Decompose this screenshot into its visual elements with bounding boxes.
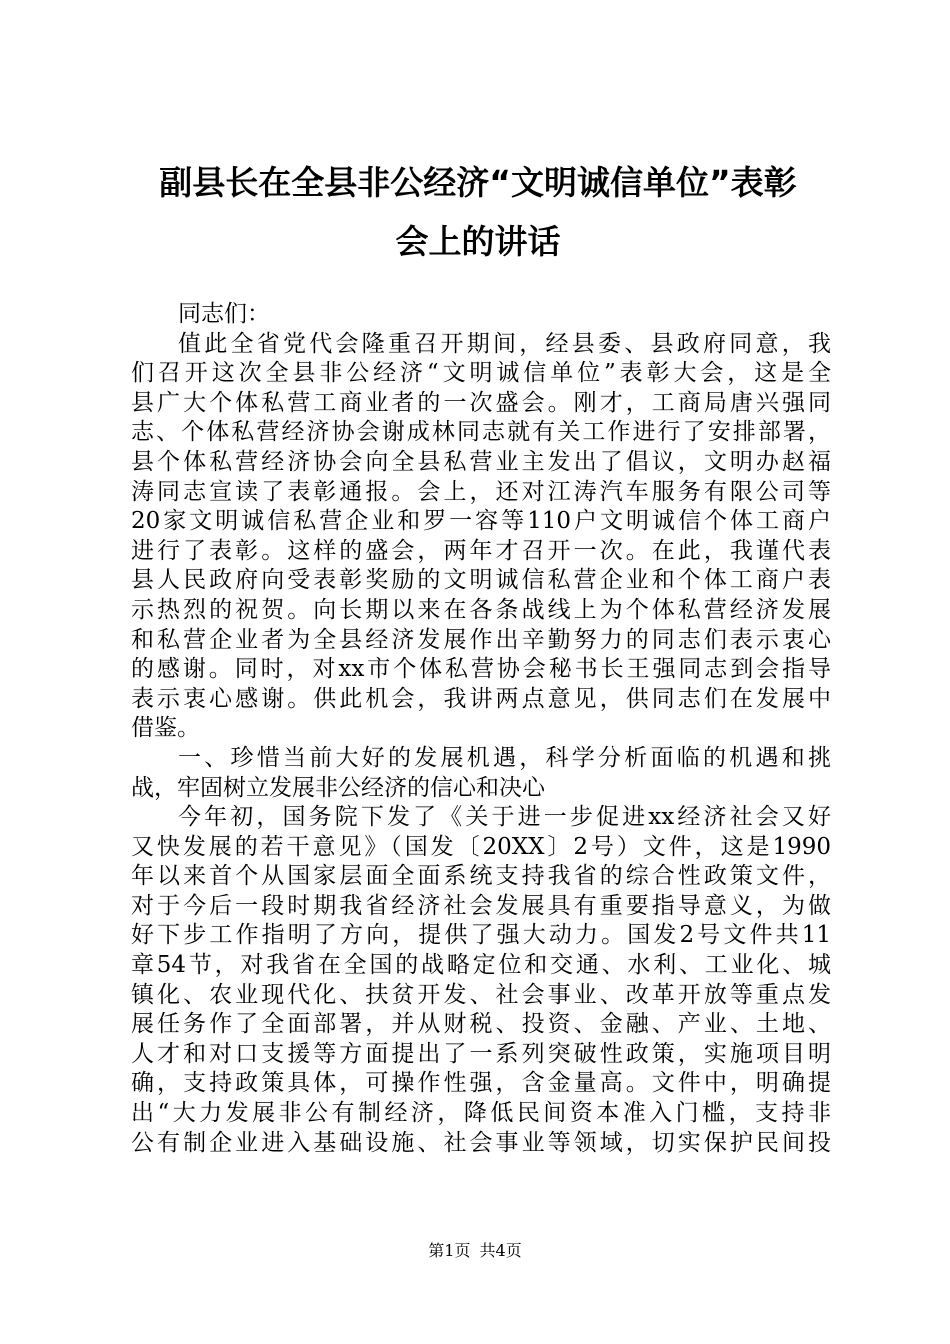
body-line: 进行了表彰。这样的盛会，两年才召开一次。在此，我谨代表: [131, 537, 831, 564]
body-line: 人才和对口支援等方面提出了一系列突破性政策，实施项目明: [131, 1040, 831, 1067]
body-line: 今年初，国务院下发了《关于进一步促进xx经济社会又好: [178, 804, 831, 831]
page-footer: [0, 1240, 950, 1262]
body-line: 年以来首个从国家层面全面系统支持我省的综合性政策文件，: [131, 863, 831, 890]
body-line: 对于今后一段时期我省经济社会发展具有重要指导意义，为做: [131, 892, 831, 919]
body-line: 和私营企业者为全县经济发展作出辛勤努力的同志们表示衷心: [131, 626, 831, 653]
document-title-line-1: 副县长在全县非公经济“文明诚信单位”表彰: [159, 163, 797, 202]
body-line: 县广大个体私营工商业者的一次盛会。刚才，工商局唐兴强同: [131, 389, 831, 416]
salutation: 同志们：: [178, 301, 270, 327]
page-total: 共4页: [479, 1241, 522, 1260]
document-title-line-2: 会上的讲话: [395, 222, 561, 261]
body-line: 们召开这次全县非公经济“文明诚信单位”表彰大会，这是全: [131, 360, 831, 387]
body-line: 县个体私营经济协会向全县私营业主发出了倡议，文明办赵福: [131, 448, 831, 475]
document-body: [131, 300, 831, 1158]
body-line: 示热烈的祝贺。向长期以来在各条战线上为个体私营经济发展: [131, 596, 831, 623]
section-heading-line: 战，牢固树立发展非公经济的信心和决心: [131, 774, 545, 801]
body-line: 20家文明诚信私营企业和罗一容等110户文明诚信个体工商户: [131, 508, 831, 535]
body-line: 镇化、农业现代化、扶贫开发、社会事业、改革开放等重点发: [131, 981, 831, 1008]
body-line: 志、个体私营经济协会谢成林同志就有关工作进行了安排部署，: [131, 419, 831, 446]
body-line: 展任务作了全面部署，并从财税、投资、金融、产业、土地、: [131, 1011, 831, 1038]
page-number: 第1页: [428, 1241, 471, 1260]
body-line: 值此全省党代会隆重召开期间，经县委、县政府同意，我: [178, 330, 831, 357]
body-line: 的感谢。同时，对xx市个体私营协会秘书长王强同志到会指导: [131, 656, 831, 683]
body-line: 公有制企业进入基础设施、社会事业等领域，切实保护民间投: [131, 1129, 831, 1156]
body-line: 章54节，对我省在全国的战略定位和交通、水利、工业化、城: [131, 952, 831, 979]
body-line: 表示衷心感谢。供此机会，我讲两点意见，供同志们在发展中: [131, 685, 831, 712]
body-line: 县人民政府向受表彰奖励的文明诚信私营企业和个体工商户表: [131, 567, 831, 594]
body-line: 出“大力发展非公有制经济，降低民间资本准入门槛，支持非: [131, 1100, 831, 1127]
body-line: 好下步工作指明了方向，提供了强大动力。国发2号文件共11: [131, 922, 831, 949]
body-line: 又快发展的若干意见》（国发〔20XX〕2号）文件，这是1990: [131, 833, 831, 860]
body-line: 确，支持政策具体，可操作性强，含金量高。文件中，明确提: [131, 1070, 831, 1097]
body-line: 涛同志宣读了表彰通报。会上，还对江涛汽车服务有限公司等: [131, 478, 831, 505]
section-heading-line: 一、珍惜当前大好的发展机遇，科学分析面临的机遇和挑: [178, 744, 831, 771]
body-line: 借鉴。: [131, 715, 200, 742]
